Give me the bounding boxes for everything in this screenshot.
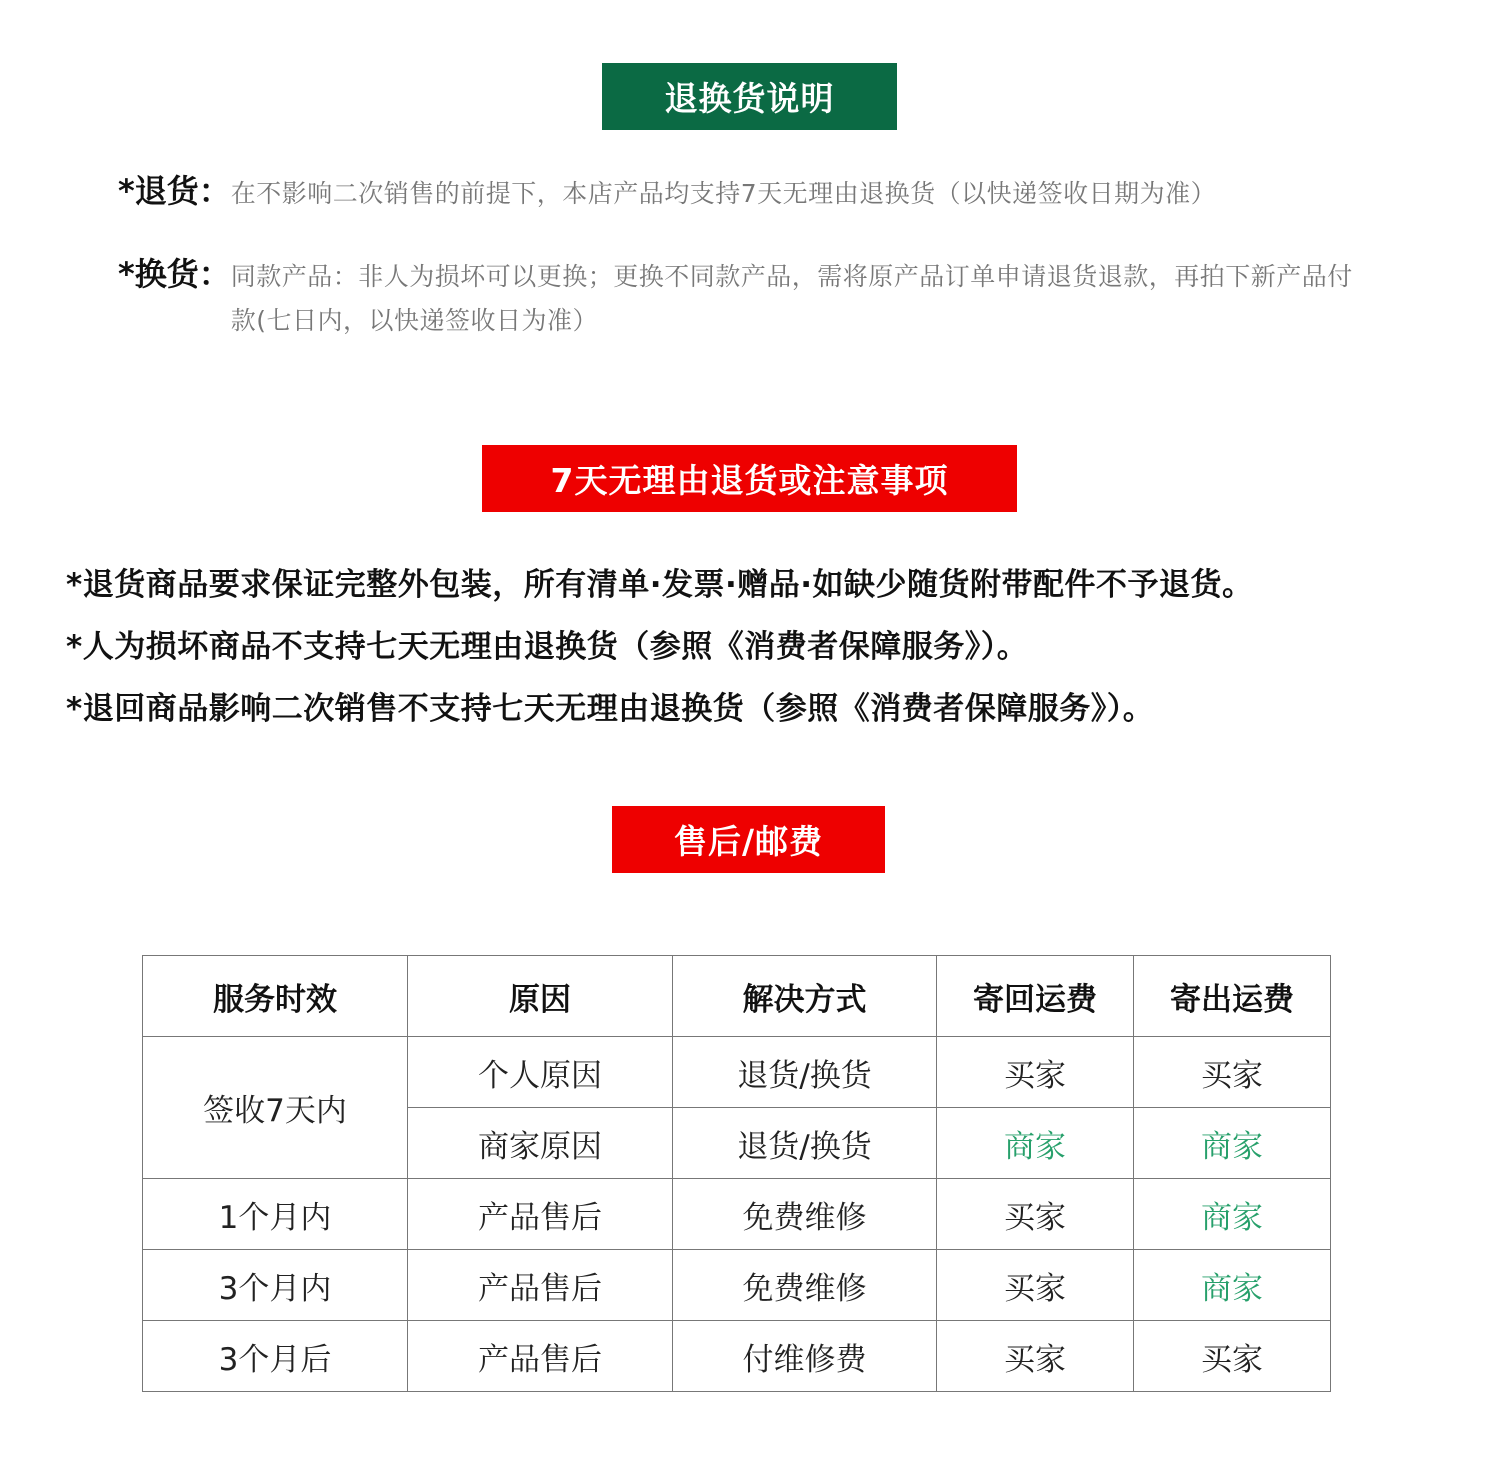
- after-sales-table: [142, 955, 1331, 1392]
- cell-reason: 产品售后: [408, 1179, 673, 1250]
- note-item: *退回商品影响二次销售不支持七天无理由退换货（参照《消费者保障服务》）。: [66, 691, 1155, 727]
- return-policy-row: [118, 166, 1216, 216]
- cell-return-fee: 买家: [937, 1321, 1134, 1392]
- cell-reason: 个人原因: [408, 1037, 673, 1108]
- note-item: *退货商品要求保证完整外包装，所有清单·发票·赠品·如缺少随货附带配件不予退货。: [66, 567, 1254, 603]
- cell-solution: 退货/换货: [673, 1037, 937, 1108]
- header-period: 服务时效: [143, 956, 408, 1037]
- header-return-fee: 寄回运费: [937, 956, 1134, 1037]
- notes-list: [66, 560, 1486, 746]
- note-item: *人为损坏商品不支持七天无理由退换货（参照《消费者保障服务》）。: [66, 629, 1029, 665]
- cell-period: 3个月内: [143, 1250, 408, 1321]
- exchange-text: 同款产品：非人为损坏可以更换；更换不同款产品，需将原产品订单申请退货退款，再拍下新产品付款(七日内，以快递签收日为准）: [230, 262, 1353, 335]
- header-solution: 解决方式: [673, 956, 937, 1037]
- table-row: [143, 1179, 1331, 1250]
- cell-return-fee: 商家: [937, 1108, 1134, 1179]
- cell-period: 1个月内: [143, 1179, 408, 1250]
- cell-send-fee: 买家: [1134, 1321, 1331, 1392]
- header-send-fee: 寄出运费: [1134, 956, 1331, 1037]
- table-row: [143, 1037, 1331, 1108]
- cell-solution: 免费维修: [673, 1179, 937, 1250]
- cell-period: 签收7天内: [143, 1037, 408, 1179]
- cell-solution: 退货/换货: [673, 1108, 937, 1179]
- cell-solution: 付维修费: [673, 1321, 937, 1392]
- cell-return-fee: 买家: [937, 1250, 1134, 1321]
- exchange-label: *换货：: [118, 255, 231, 293]
- return-label: *退货：: [118, 172, 231, 210]
- cell-send-fee: 买家: [1134, 1037, 1331, 1108]
- cell-send-fee: 商家: [1134, 1179, 1331, 1250]
- seven-day-notes-banner: 7天无理由退货或注意事项: [482, 445, 1017, 512]
- return-text: 在不影响二次销售的前提下，本店产品均支持7天无理由退换货（以快递签收日期为准）: [230, 179, 1217, 208]
- cell-return-fee: 买家: [937, 1037, 1134, 1108]
- cell-send-fee: 商家: [1134, 1250, 1331, 1321]
- header-reason: 原因: [408, 956, 673, 1037]
- exchange-policy-row: [118, 249, 1378, 343]
- after-sales-banner: 售后/邮费: [612, 806, 885, 873]
- cell-reason: 产品售后: [408, 1321, 673, 1392]
- table-header-row: [143, 956, 1331, 1037]
- cell-reason: 产品售后: [408, 1250, 673, 1321]
- cell-period: 3个月后: [143, 1321, 408, 1392]
- table-row: [143, 1321, 1331, 1392]
- cell-solution: 免费维修: [673, 1250, 937, 1321]
- table-row: [143, 1250, 1331, 1321]
- cell-send-fee: 商家: [1134, 1108, 1331, 1179]
- return-policy-banner: 退换货说明: [602, 63, 897, 130]
- cell-reason: 商家原因: [408, 1108, 673, 1179]
- cell-return-fee: 买家: [937, 1179, 1134, 1250]
